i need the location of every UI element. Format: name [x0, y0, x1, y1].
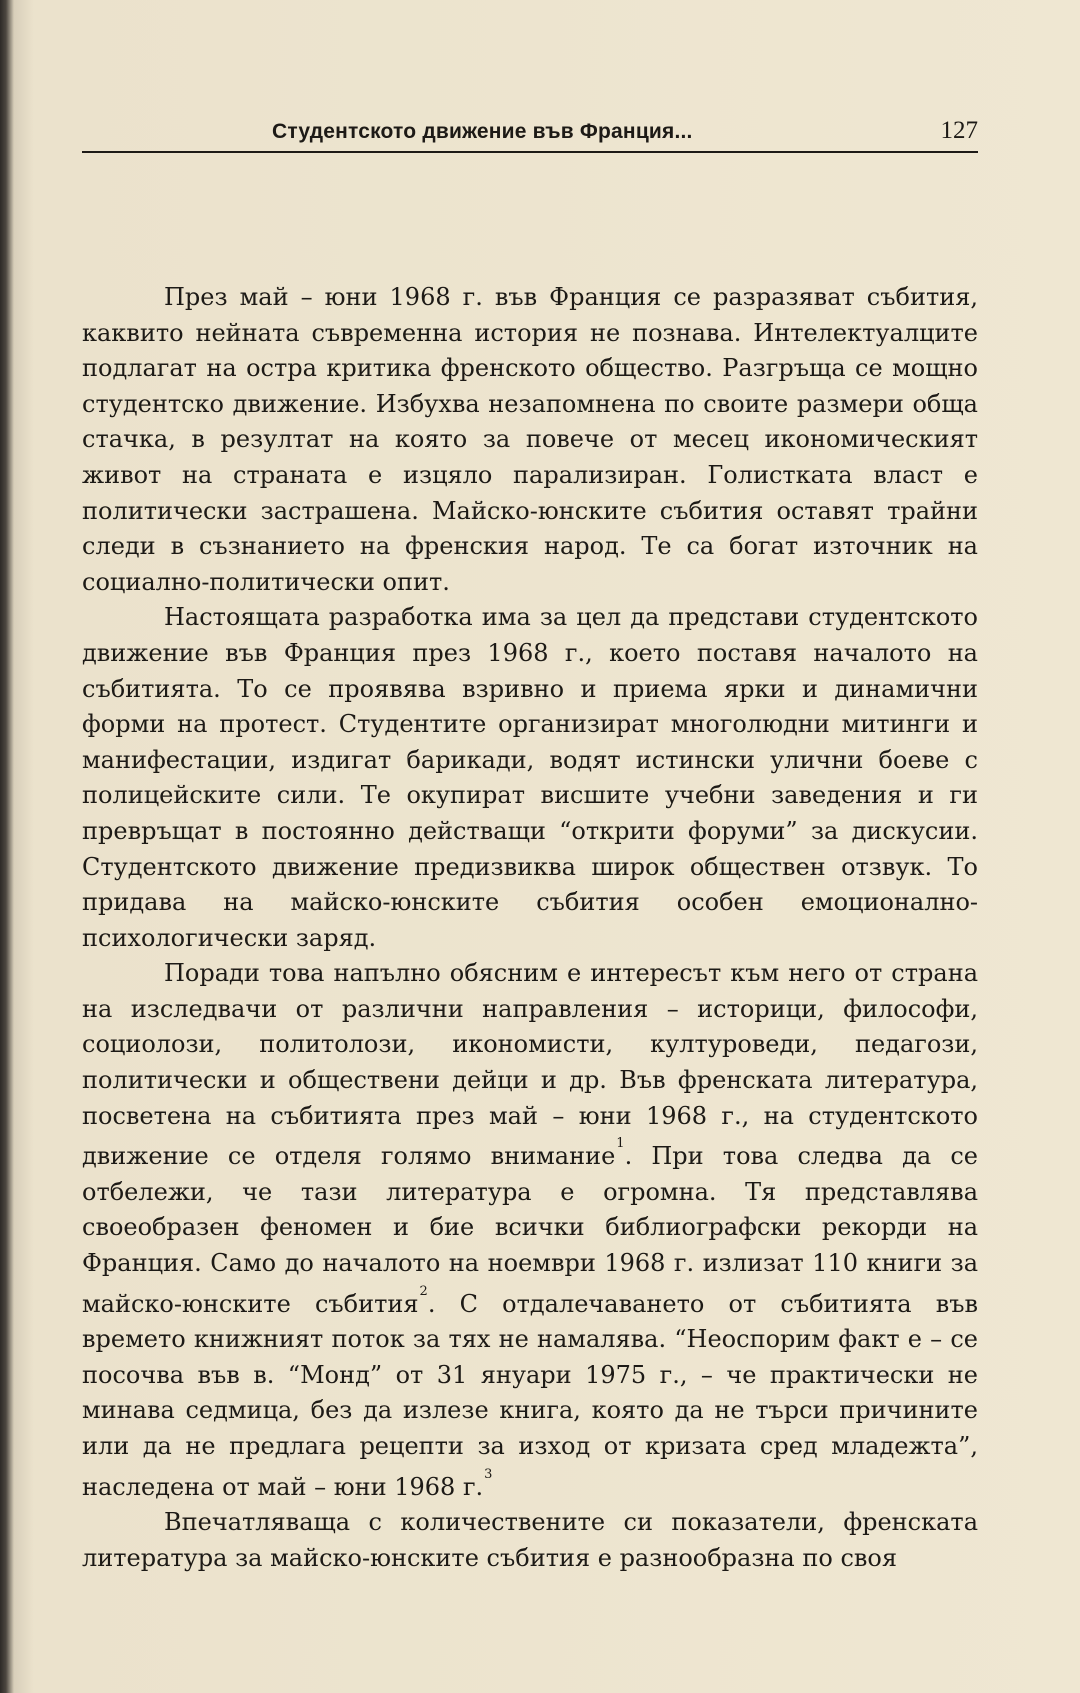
- footnote-reference-3: 3: [484, 1466, 493, 1482]
- paragraph-3-part-1: Поради това напълно обясним е интересът към него от страна на изследвачи от различни направления – историци, философи, социолози, политолози, икономисти, културоведи, педагози, политически и обществени дейци и др. Във френската литература, посветена на събитията през май – юни 1968 г., на студентското движение се отделя голямо внимание: [82, 959, 978, 1171]
- year-end-line: 1968 г.: [394, 1472, 484, 1501]
- paragraph-3-part-3: . С отдалечаването от събитията във времето книжният поток за тях не намалява. “Неоспорим факт е – се посочва във в. “Монд” от 31 януари 1975 г., – че практически не минава седмица, без да излезе книга, която да не търси причините или да не предлага рецепти за изход от кризата сред младежта”, наследена от май – юни: [82, 1289, 979, 1501]
- paragraph-3: [82, 956, 978, 1505]
- page-header: [82, 112, 978, 146]
- header-rule: [82, 151, 978, 153]
- paragraph-3-part-2: . При това следва да се отбележи, че тази литература е огромна. Тя представлява своеобразен феномен и бие всички библиографски рекорди на Франция. Само до началото на ноември 1968 г. излизат 110 книги за майско-юнските събития: [82, 1142, 979, 1318]
- main-text: [82, 280, 978, 1576]
- paragraph-4: Впечатляваща с количествените си показатели, френската литература за майско-юнските събития е разнообразна по своя: [82, 1508, 978, 1572]
- footnote-reference-1: 1: [616, 1136, 625, 1152]
- paragraph-2: Настоящата разработка има за цел да представи студентското движение във Франция през 1968 г., което поставя началото на събитията. То се проявява взривно и приема ярки и динамични форми на протест. Студентите организират многолюдни митинги и манифестации, издигат барикади, водят истински улични боеве с полицейските сили. Те окупират висшите учебни заведения и ги превръщат в постоянно действащи “открити форуми” за дискусии. Студентското движение предизвиква широк обществен отзвук. То придава на майско-юнските събития особен емоционално-психологически заряд.: [82, 603, 978, 952]
- footnote-reference-2: 2: [419, 1283, 428, 1299]
- paragraph-1: През май – юни 1968 г. във Франция се разразяват събития, каквито нейната съвременна история не познава. Интелектуалците подлагат на остра критика френското общество. Разгръща се мощно студентско движение. Избухва незапомнена по своите размери обща стачка, в резултат на която за повече от месец икономическият живот на страната е изцяло парализиран. Голистката власт е политически застрашена. Майско-юнските събития оставят трайни следи в съзнанието на френския народ. Те са богат източник на социално-политически опит.: [82, 283, 978, 596]
- page-number: 127: [940, 117, 978, 144]
- running-title: Студентското движение във Франция...: [272, 120, 693, 143]
